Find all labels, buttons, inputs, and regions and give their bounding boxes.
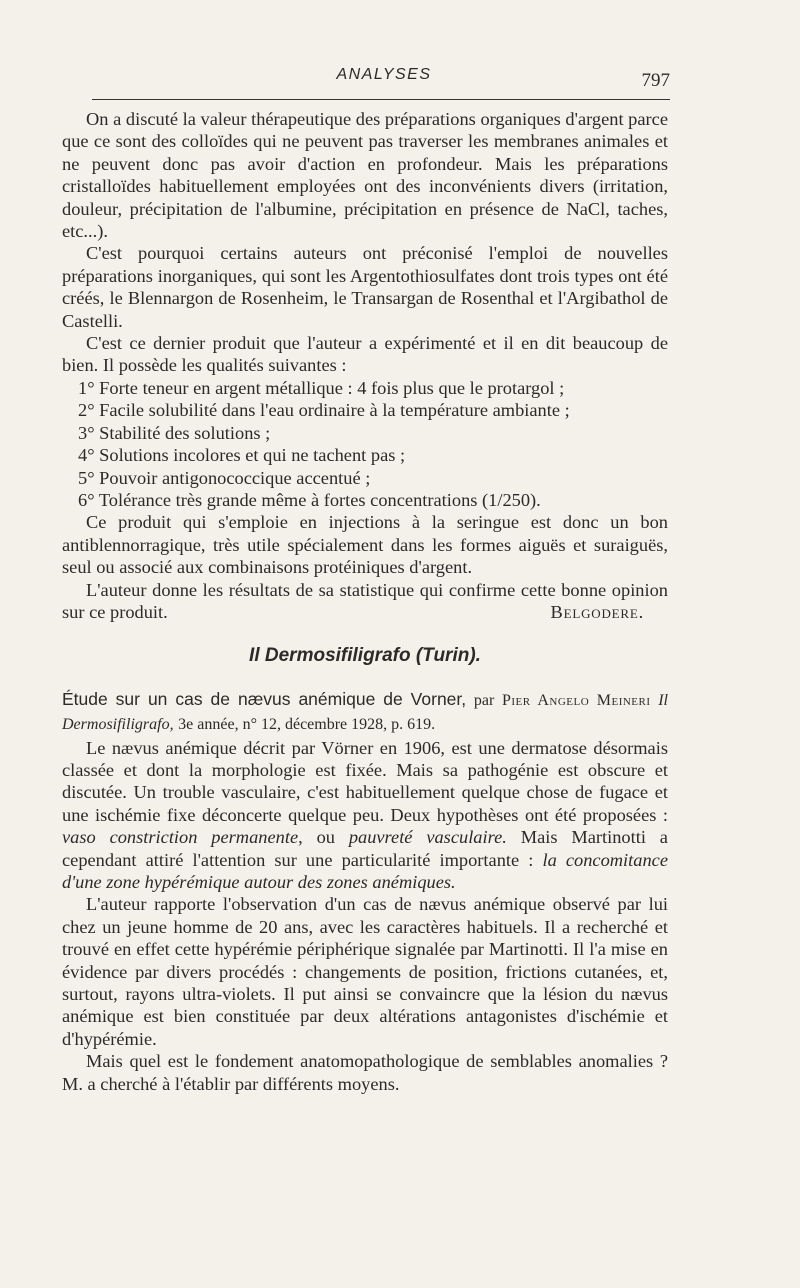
article-details: 3e année, n° 12, décembre 1928, p. 619.: [178, 716, 436, 734]
page-header: [92, 62, 676, 94]
reviewer-signature: Belgodere.: [550, 601, 644, 622]
emphasis: pauvreté vasculaire.: [348, 827, 507, 848]
list-item: 6° Tolérance très grande même à fortes concentrations (1/250).: [78, 489, 541, 510]
article-by: par: [473, 691, 495, 709]
paragraph: [62, 579, 668, 624]
journal-heading: Il Dermosifiligrafo (Turin).: [249, 645, 481, 667]
article-title: Étude sur un cas de nævus anémique de Vorner,: [62, 688, 467, 709]
paragraph: C'est pourquoi certains auteurs ont préconisé l'emploi de nouvelles préparations inorganiques, qui sont les Argentothiosulfates dont trois types ont été créés, le Blennargon de Rosenheim, le Transargan de Rosenthal et l'Argibathol de Castelli.: [62, 243, 668, 331]
article-journal: Il Dermosifiligrafo,: [62, 691, 668, 734]
list-item: 2° Facile solubilité dans l'eau ordinaire à la température ambiante ;: [78, 400, 570, 421]
list-item: 3° Stabilité des solutions ;: [78, 422, 271, 443]
paragraph: On a discuté la valeur thérapeutique des préparations organiques d'argent parce que ce sont des colloïdes qui ne peuvent pas traverser les membranes animales et ne peuvent donc pas avoir d'action en profondeur. Mais les préparations cristalloïdes habituellement employées ont des inconvénients divers (irritation, douleur, précipitation de l'albumine, précipitation en présence de NaCl, taches, etc...).: [62, 109, 668, 242]
emphasis: vaso constriction permanente,: [62, 827, 303, 848]
running-title: ANALYSES: [336, 66, 432, 83]
emphasis: la concomitance d'une zone hypérémique autour des zones anémiques.: [62, 849, 668, 892]
paragraph: [62, 737, 668, 894]
paragraph-text: ou: [316, 827, 335, 848]
header-rule: [92, 99, 670, 100]
list-item: 1° Forte teneur en argent métallique : 4 fois plus que le protargol ;: [78, 377, 565, 398]
paragraph: Mais quel est le fondement anatomopathologique de semblables anomalies ? M. a cherché à l'établir par différents moyens.: [62, 1051, 668, 1094]
paragraph: Ce produit qui s'emploie en injections à la seringue est donc un bon antiblennorragique, très utile spécialement dans les formes aiguës et suraiguës, seul ou associé aux combinaisons protéiniques d'argent.: [62, 512, 668, 578]
paragraph: L'auteur rapporte l'observation d'un cas de nævus anémique observé par lui chez un jeune homme de 20 ans, avec les caractères habituels. Il a recherché et trouvé en effet cette hypérémie périphérique signalée par Martinotti. Il l'a mise en évidence par divers procédés : changements de position, frictions cutanées, et, surtout, rayons ultra-violets. Il put ainsi se convaincre que la lésion du nævus anémique est bien constituée par deux altérations antagonistes d'ischémie et d'hypérémie.: [62, 894, 668, 1049]
page-body: [62, 108, 668, 1095]
article-title-block: [62, 688, 668, 737]
list-item: 5° Pouvoir antigonococcique accentué ;: [78, 467, 371, 488]
paragraph-text: Le nævus anémique décrit par Vörner en 1906, est une dermatose désormais classée et dont la morphologie est fixée. Mais sa pathogénie est obscure et discutée. Un trouble vasculaire, c'est habituellement quelque chose de fugace et une ischémie fixe déconcerte quelque peu. Deux hypothèses ont été proposées :: [62, 737, 668, 825]
paragraph-text: L'auteur donne les résultats de sa statistique qui confirme cette bonne opinion sur ce produit.: [62, 579, 668, 622]
page-number: 797: [641, 70, 670, 91]
list-item: 4° Solutions incolores et qui ne tachent pas ;: [78, 445, 406, 466]
paragraph-text: Mais Martinotti a cependant attiré l'attention sur une particularité importante :: [62, 827, 668, 870]
article-author: Pier Angelo Meineri: [502, 691, 651, 709]
paragraph: C'est ce dernier produit que l'auteur a expérimenté et il en dit beaucoup de bien. Il possède les qualités suivantes :: [62, 333, 668, 376]
